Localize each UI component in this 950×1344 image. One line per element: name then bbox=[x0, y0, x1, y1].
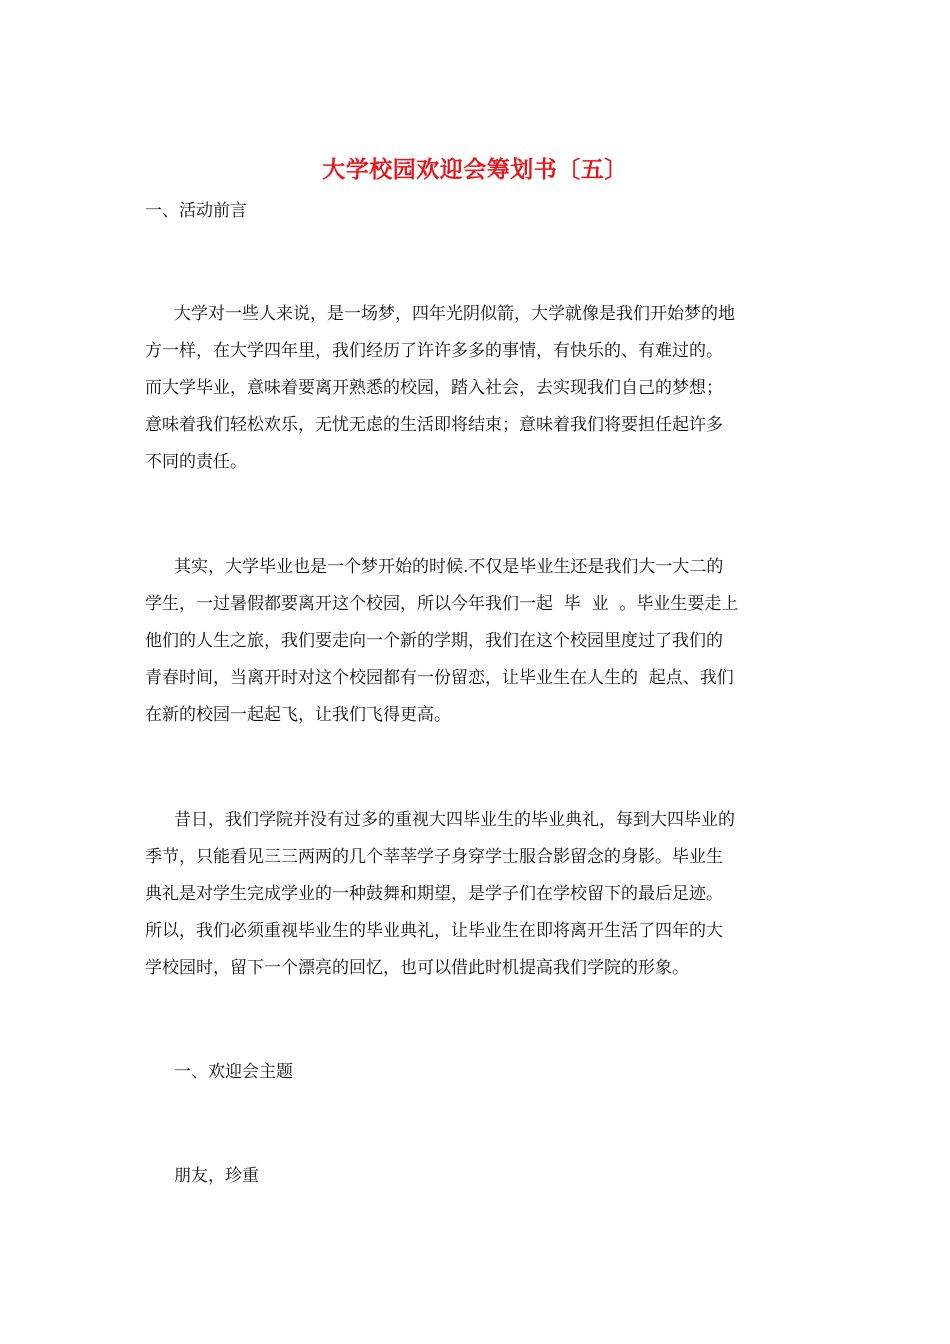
theme-text: 朋友，珍重 bbox=[174, 1166, 259, 1186]
paragraph-line: 他们的人生之旅，我们要走向一个新的学期，我们在这个校园里度过了我们的 bbox=[145, 631, 723, 651]
paragraph-line: 典礼是对学生完成学业的一种鼓舞和期望，是学子们在学校留下的最后足迹。 bbox=[145, 884, 723, 904]
paragraph-line: 昔日，我们学院并没有过多的重视大四毕业生的毕业典礼，每到大四毕业的 bbox=[174, 810, 735, 830]
paragraph-line: 大学对一些人来说，是一场梦，四年光阴似箭，大学就像是我们开始梦的地 bbox=[174, 304, 735, 324]
paragraph-line: 方一样，在大学四年里，我们经历了许许多多的事情，有快乐的、有难过的。 bbox=[145, 341, 723, 361]
paragraph-2 bbox=[145, 549, 810, 734]
paragraph-line: 青春时间，当离开时对这个校园都有一份留恋，让毕业生在人生的 起点、我们 bbox=[145, 668, 734, 688]
paragraph-line: 所以，我们必须重视毕业生的毕业典礼，让毕业生在即将离开生活了四年的大 bbox=[145, 921, 723, 941]
paragraph-line: 季节，只能看见三三两两的几个莘莘学子身穿学士服合影留念的身影。毕业生 bbox=[145, 847, 723, 867]
section-heading-theme: 一、欢迎会主题 bbox=[174, 1062, 293, 1082]
paragraph-3 bbox=[145, 802, 810, 987]
paragraph-line: 学校园时，留下一个漂亮的回忆，也可以借此时机提高我们学院的形象。 bbox=[145, 958, 689, 978]
paragraph-1 bbox=[145, 296, 810, 481]
paragraph-line: 意味着我们轻松欢乐，无忧无虑的生活即将结束；意味着我们将要担任起许多 bbox=[145, 415, 723, 435]
paragraph-line: 其实，大学毕业也是一个梦开始的时候.不仅是毕业生还是我们大一大二的 bbox=[174, 557, 724, 577]
paragraph-line: 在新的校园一起起飞，让我们飞得更高。 bbox=[145, 705, 451, 725]
section-heading-intro: 一、活动前言 bbox=[145, 201, 247, 221]
paragraph-line: 而大学毕业，意味着要离开熟悉的校园，踏入社会，去实现我们自己的梦想； bbox=[145, 378, 723, 398]
paragraph-line: 不同的责任。 bbox=[145, 452, 247, 472]
paragraph-line: 学生，一过暑假都要离开这个校园，所以今年我们一起 毕 业 。毕业生要走上 bbox=[145, 594, 739, 614]
document-title: 大学校园欢迎会筹划书〔五〕 bbox=[322, 156, 628, 183]
